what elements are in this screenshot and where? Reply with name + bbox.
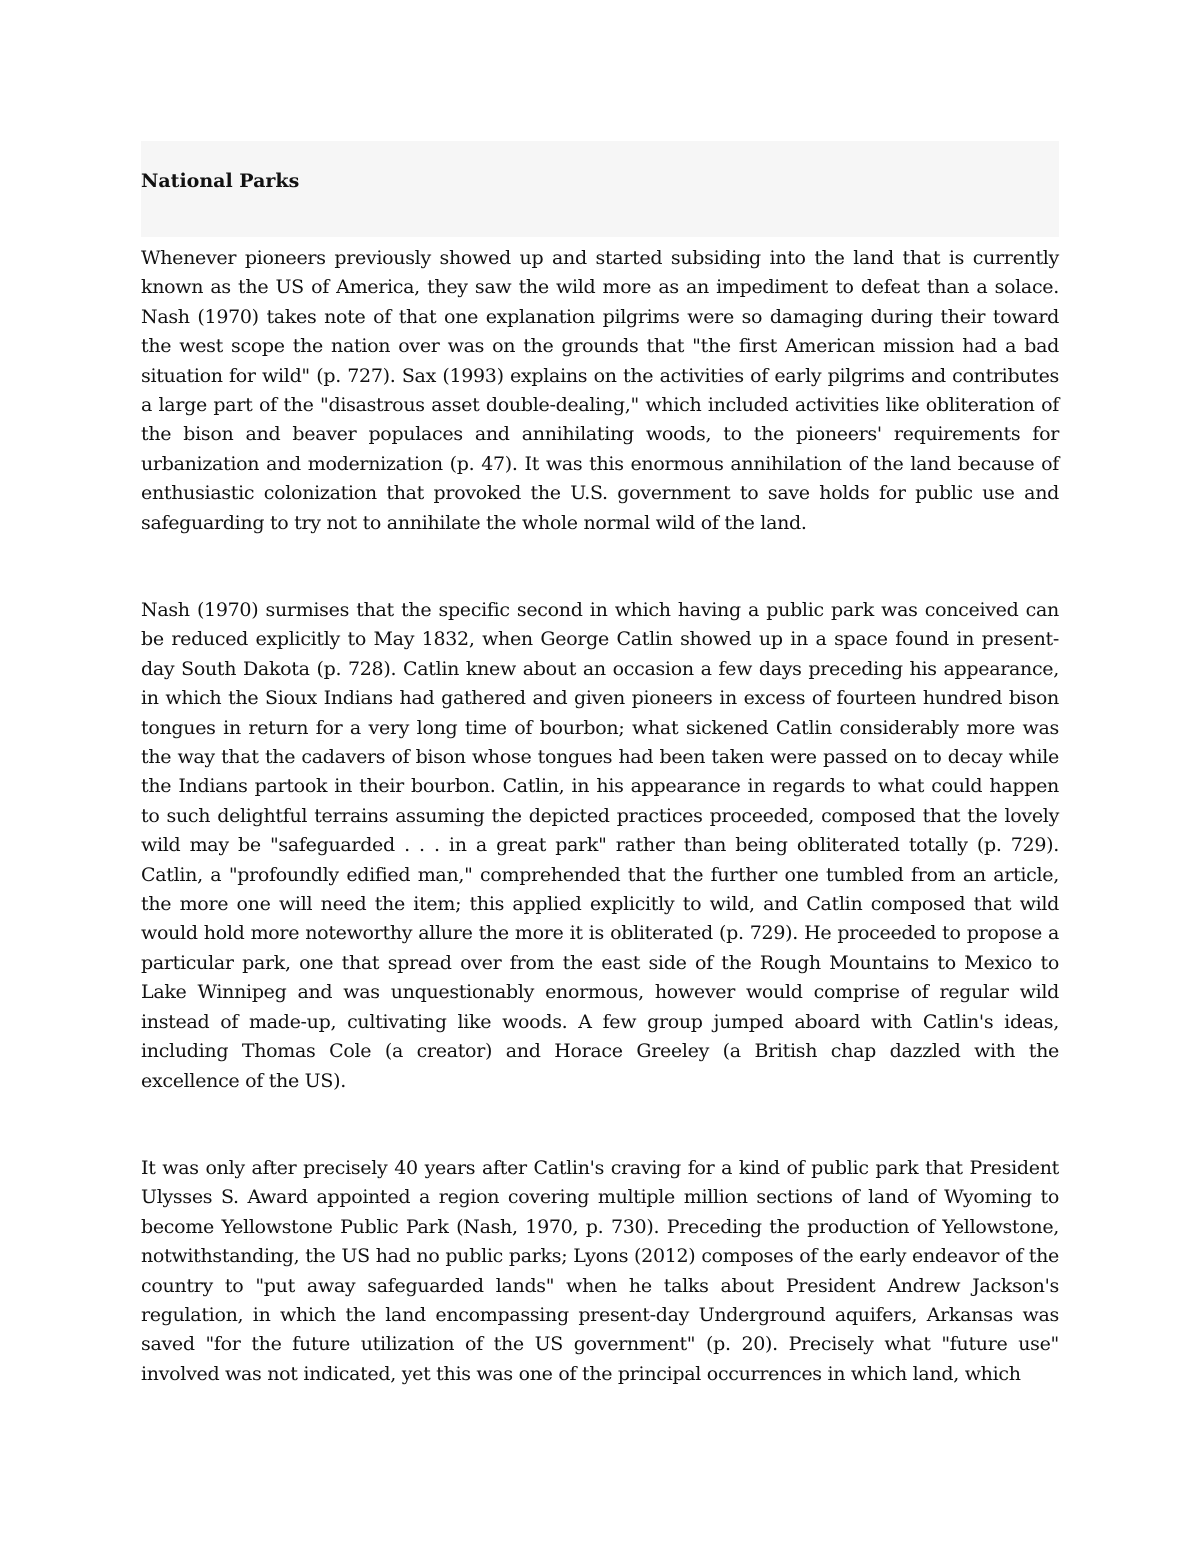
paragraph-1: Whenever pioneers previously showed up and started subsiding into the land that is currently known as the US of America, they saw the wild more as an impediment to defeat than a solace. Nash (1970) takes note of that one explanation pilgrims were so damaging during their toward the west scope the nation over was on the grounds that "the first American mission had a bad situation for wild" (p. 727). Sax (1993) explains on the activities of early pilgrims and contributes a large part of the "disastrous asset double-dealing," which included activities like obliteration of the bison and beaver populaces and annihilating woods, to the pioneers' requirements for urbanization and modernization (p. 47). It was this enormous annihilation of the land because of enthusiastic colonization that provoked the U.S. government to save holds for public use and safeguarding to try not to annihilate the whole normal wild of the land.	[141, 247, 1059, 534]
document-title: National Parks	[141, 170, 300, 192]
paragraph-3: It was only after precisely 40 years after Catlin's craving for a kind of public park that President Ulysses S. Award appointed a region covering multiple million sections of land of Wyoming to become Yellowstone Public Park (Nash, 1970, p. 730). Preceding the production of Yellowstone, notwithstanding, the US had no public parks; Lyons (2012) composes of the early endeavor of the country to "put away safeguarded lands" when he talks about President Andrew Jackson's regulation, in which the land encompassing present-day Underground aquifers, Arkansas was saved "for the future utilization of the US government" (p. 20). Precisely what "future use" involved was not indicated, yet this was one of the principal occurrences in which land, which	[141, 1157, 1059, 1385]
paragraph-2: Nash (1970) surmises that the specific second in which having a public park was conceived can be reduced explicitly to May 1832, when George Catlin showed up in a space found in present-day South Dakota (p. 728). Catlin knew about an occasion a few days preceding his appearance, in which the Sioux Indians had gathered and given pioneers in excess of fourteen hundred bison tongues in return for a very long time of bourbon; what sickened Catlin considerably more was the way that the cadavers of bison whose tongues had been taken were passed on to decay while the Indians partook in their bourbon. Catlin, in his appearance in regards to what could happen to such delightful terrains assuming the depicted practices proceeded, composed that the lovely wild may be "safeguarded . . . in a great park" rather than being obliterated totally (p. 729). Catlin, a "profoundly edified man," comprehended that the further one tumbled from an article, the more one will need the item; this applied explicitly to wild, and Catlin composed that wild would hold more noteworthy allure the more it is obliterated (p. 729). He proceeded to propose a particular park, one that spread over from the east side of the Rough Mountains to Mexico to Lake Winnipeg and was unquestionably enormous, however would comprise of regular wild instead of made-up, cultivating like woods. A few group jumped aboard with Catlin's ideas, including Thomas Cole (a creator) and Horace Greeley (a British chap dazzled with the excellence of the US).	[141, 599, 1059, 1092]
